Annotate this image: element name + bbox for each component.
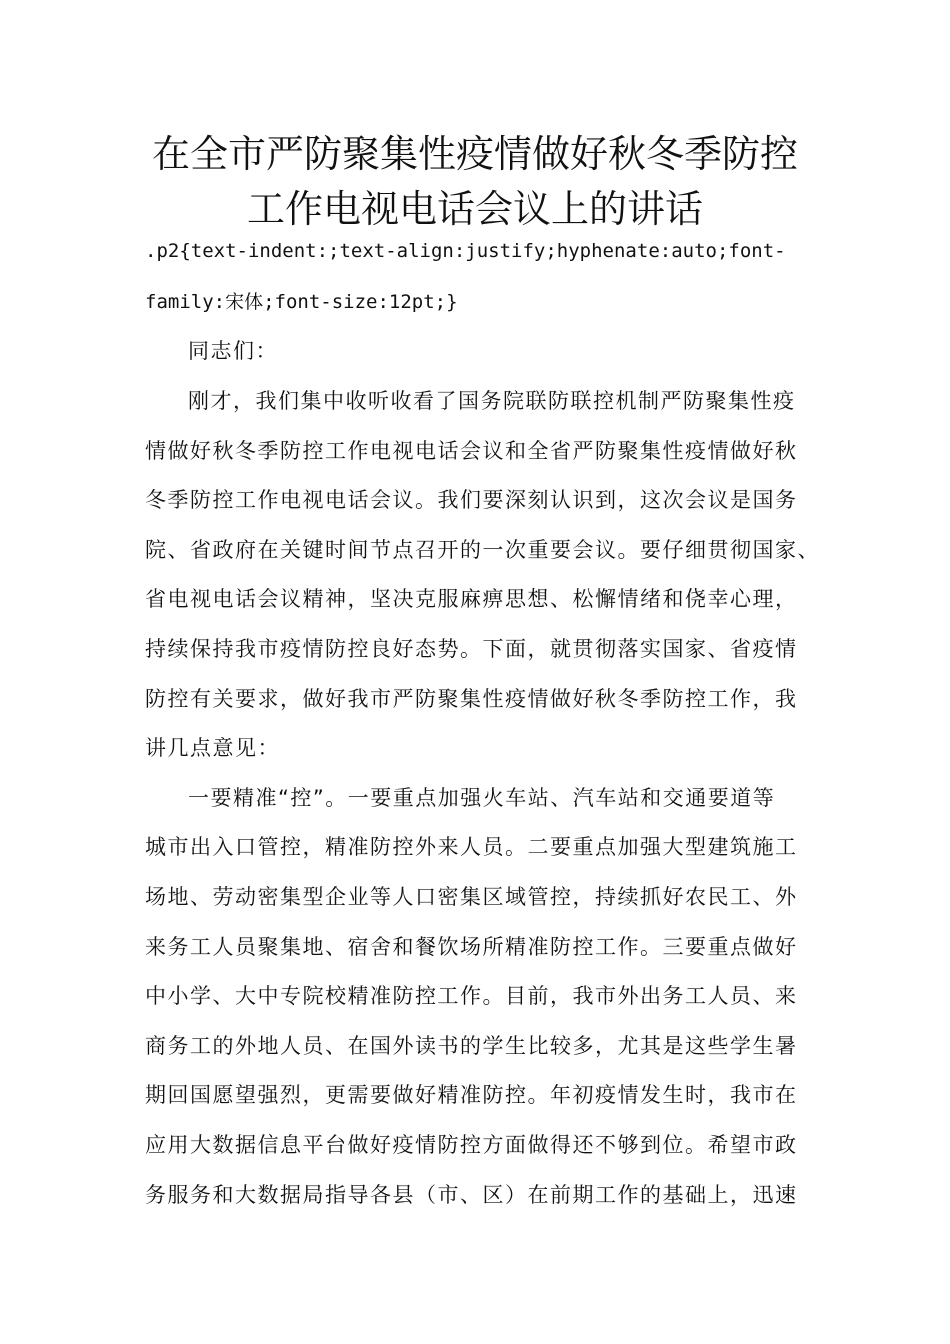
salutation: 同志们： bbox=[188, 339, 278, 363]
paragraph-1-line: 讲几点意见： bbox=[145, 736, 280, 760]
paragraph-1-line: 持续保持我市疫情防控良好态势。下面，就贯彻落实国家、省疫情 bbox=[145, 637, 798, 661]
paragraph-2-line: 中小学、大中专院校精准防控工作。目前，我市外出务工人员、来 bbox=[145, 984, 798, 1008]
paragraph-2-line: 商务工的外地人员、在国外读书的学生比较多，尤其是这些学生暑 bbox=[145, 1034, 798, 1058]
paragraph-2-line: 务服务和大数据局指导各县（市、区）在前期工作的基础上，迅速 bbox=[145, 1183, 798, 1207]
paragraph-1-line: 院、省政府在关键时间节点召开的一次重要会议。要仔细贯彻国家、 bbox=[145, 538, 820, 562]
paragraph-1-line: 省电视电话会议精神，坚决克服麻痹思想、松懈情绪和侥幸心理， bbox=[145, 587, 798, 611]
document-title-line-1: 在全市严防聚集性疫情做好秋冬季防控 bbox=[151, 132, 798, 176]
paragraph-2-line: 场地、劳动密集型企业等人口密集区域管控，持续抓好农民工、外 bbox=[145, 885, 798, 909]
stray-css-code-line-1: .p2{text-indent:;text-align:justify;hyphenate:auto;font- bbox=[145, 240, 786, 262]
paragraph-2-line: 应用大数据信息平台做好疫情防控方面做得还不够到位。希望市政 bbox=[145, 1133, 798, 1157]
paragraph-1-line: 刚才，我们集中收听收看了国务院联防联控机制严防聚集性疫 bbox=[188, 389, 796, 413]
paragraph-2-line: 来务工人员聚集地、宿舍和餐饮场所精准防控工作。三要重点做好 bbox=[145, 935, 798, 959]
paragraph-1-line: 冬季防控工作电视电话会议。我们要深刻认识到，这次会议是国务 bbox=[145, 488, 798, 512]
document-title-line-2: 工作电视电话会议上的讲话 bbox=[246, 187, 703, 231]
paragraph-2-line: 城市出入口管控，精准防控外来人员。二要重点加强大型建筑施工 bbox=[145, 835, 798, 859]
paragraph-2-line: 期回国愿望强烈，更需要做好精准防控。年初疫情发生时，我市在 bbox=[145, 1083, 798, 1107]
paragraph-1-line: 情做好秋冬季防控工作电视电话会议和全省严防聚集性疫情做好秋 bbox=[145, 439, 798, 463]
paragraph-2-line: 一要精准“控”。一要重点加强火车站、汽车站和交通要道等 bbox=[188, 786, 776, 810]
stray-css-code-line-2: family:宋体;font-size:12pt;} bbox=[145, 291, 458, 313]
paragraph-1-line: 防控有关要求，做好我市严防聚集性疫情做好秋冬季防控工作，我 bbox=[145, 687, 798, 711]
